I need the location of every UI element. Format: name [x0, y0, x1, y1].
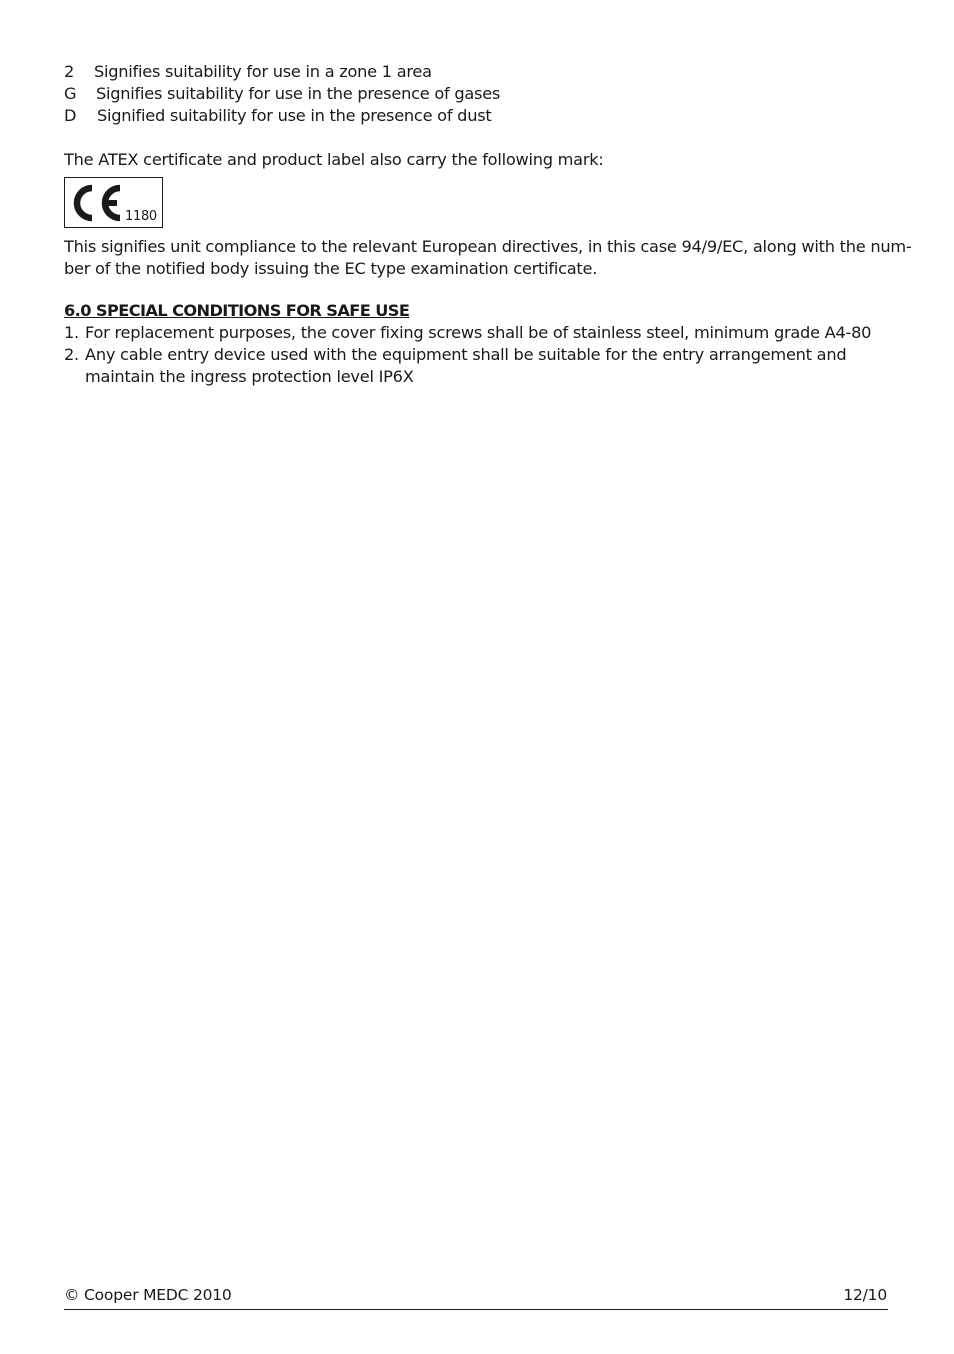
- notified-body-number: 1180: [125, 209, 157, 224]
- condition-item: [64, 322, 894, 344]
- footer-copyright: © Cooper MEDC 2010: [64, 1286, 232, 1304]
- condition-text: Any cable entry device used with the equipment shall be suitable for the entry arrangement and maintain the ingress protection level IP6X: [85, 345, 847, 386]
- code-description: Signifies suitability for use in a zone 1 area: [94, 62, 432, 81]
- code-description: Signifies suitability for use in the presence of gases: [96, 84, 501, 103]
- atex-intro-text: The ATEX certificate and product label also carry the following mark:: [64, 150, 604, 169]
- ce-mark-box: [64, 177, 163, 228]
- condition-text: For replacement purposes, the cover fixing screws shall be of stainless steel, minimum grade A4-80: [85, 323, 872, 342]
- footer-page-code: 12/10: [843, 1286, 887, 1304]
- ce-mark-logo-icon: [68, 181, 124, 225]
- code-description: Signified suitability for use in the presence of dust: [97, 106, 492, 125]
- footer-divider: [64, 1309, 888, 1310]
- code-key: G: [64, 84, 77, 103]
- condition-number: 2.: [64, 345, 79, 364]
- condition-item: [64, 344, 894, 388]
- code-key: 2: [64, 62, 75, 81]
- condition-number: 1.: [64, 323, 79, 342]
- section-heading: 6.0 SPECIAL CONDITIONS FOR SAFE USE: [64, 301, 410, 320]
- compliance-text-line: This signifies unit compliance to the relevant European directives, in this case 94/9/EC, along with the num-: [64, 237, 912, 256]
- compliance-text-line: ber of the notified body issuing the EC type examination certificate.: [64, 259, 598, 278]
- conditions-list: [64, 322, 894, 388]
- code-key: D: [64, 106, 77, 125]
